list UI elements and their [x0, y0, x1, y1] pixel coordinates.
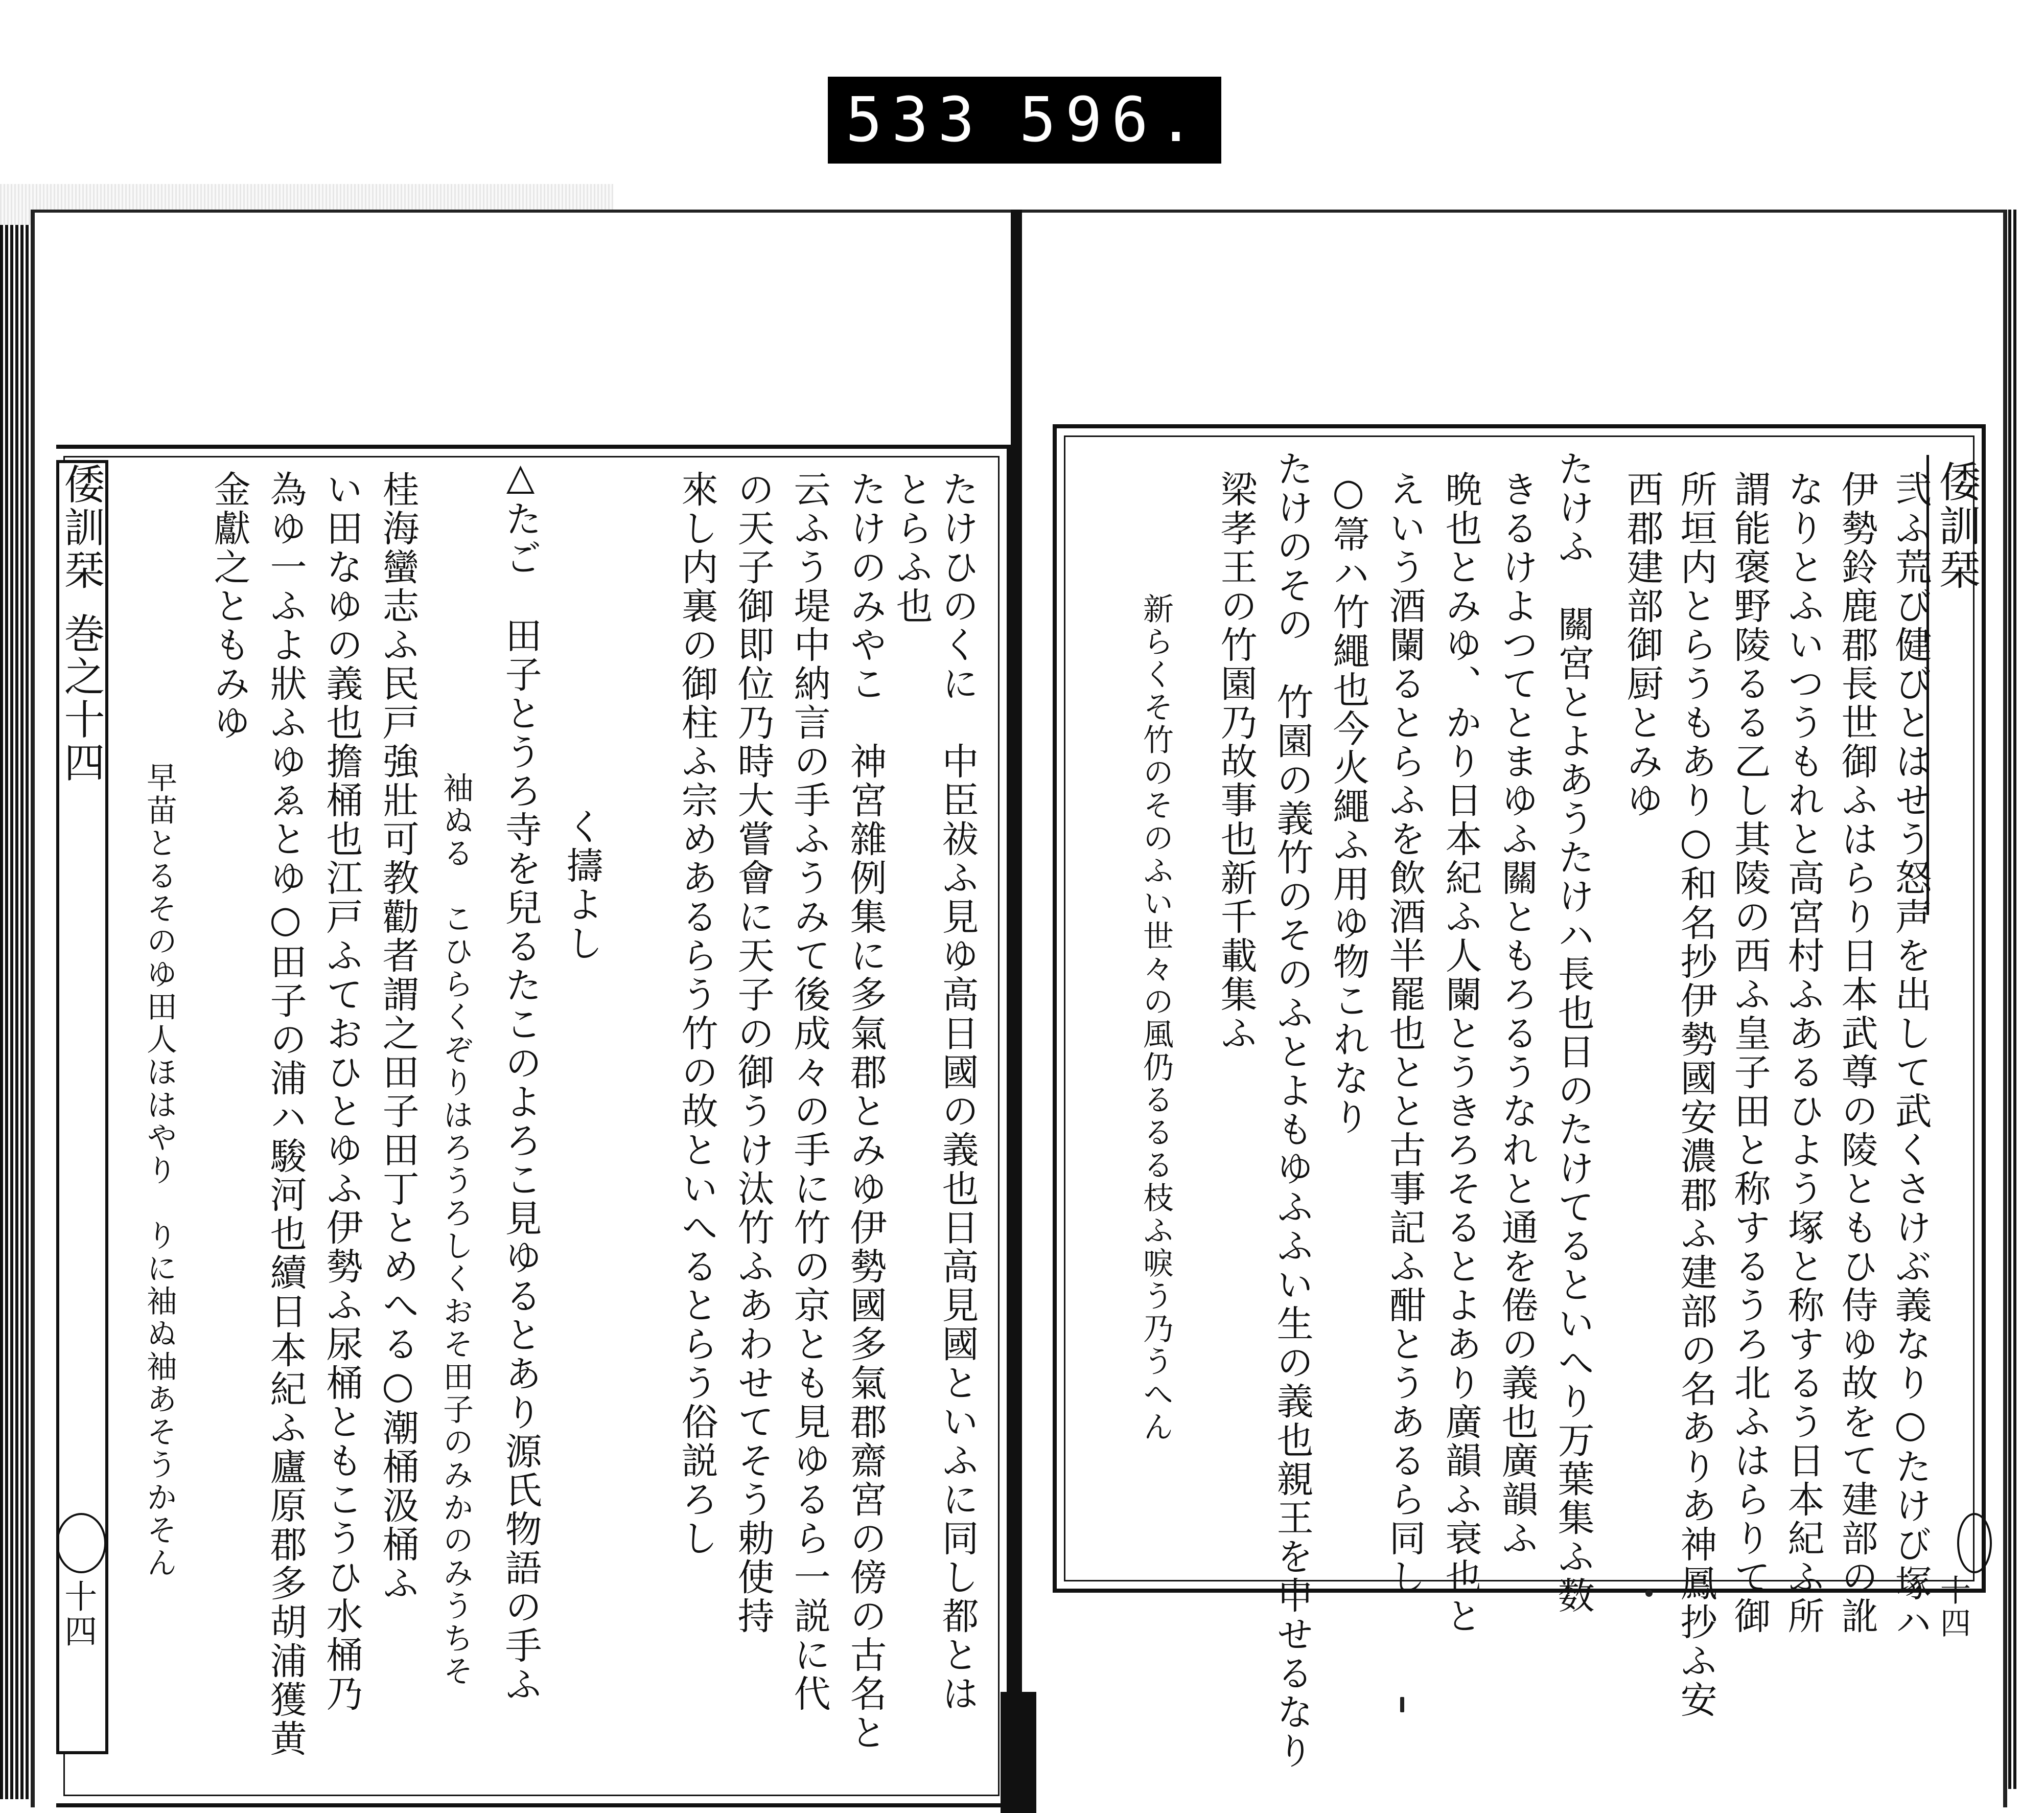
right-col-4: 謂能褒野陵るる乙し其陵の西ふ皇子田と称するうろ北ふはらりて御: [1728, 470, 1771, 1636]
open-book: [0, 210, 2044, 1813]
right-margin-title: 倭訓栞: [1932, 460, 1981, 592]
book-spine: [1011, 210, 1022, 1813]
catalog-number-left: 533: [845, 84, 984, 156]
right-col-10: えいう酒闌るとらふを飲酒半罷也とと古事記ふ酣とうあるら同し: [1383, 470, 1426, 1597]
left-col-1: たけひのくに 中臣祓ふ見ゆ高日國の義也日高見國といふに同し都とは: [936, 470, 979, 1713]
left-margin-title: 倭訓栞: [57, 463, 105, 592]
left-col-3: たけのみやこ 神宮雜例集に多氣郡とみゆ伊勢國多氣郡齋宮の傍の古名と: [844, 470, 887, 1752]
left-margin-volume: 巻之十四: [57, 612, 105, 784]
left-folio: 十四: [59, 1579, 97, 1649]
right-col-9: 晩也とみゆ、かり日本紀ふ人闌とうきろそるとよあり廣韻ふ衰也と: [1439, 470, 1482, 1636]
left-col-2: とらふ也: [890, 470, 933, 626]
left-col-6: 來し内裏の御柱ふ宗めあるらう竹の故といへるとらう俗説ろし: [675, 470, 718, 1558]
left-col-5: の天子御即位乃時大嘗會に天子の御うけ汰竹ふあわせてそう勅使持: [731, 470, 775, 1636]
left-col-14: 早苗とるそのゆ田人ほはやり りに袖ぬ袖あそうかそん: [142, 762, 177, 1579]
ink-mark: [1400, 1697, 1404, 1712]
left-col-8: △たご 田子とうろ寺を兒るたこのよろこ見ゆるとあり源氏物語の手ふ: [499, 455, 542, 1704]
right-col-6: 西郡建部御厨とみゆ: [1620, 470, 1664, 820]
right-folio: 十四: [1935, 1574, 1971, 1640]
right-col-7: たけふ 關宮とよあうたけハ長也日のたけてるといへり万葉集ふ数: [1551, 450, 1595, 1615]
right-col-2: 伊勢鈴鹿郡長世御ふはらり日本武尊の陵ともひ侍ゆ故をて建部の訛: [1835, 470, 1878, 1636]
right-col-11: ○箒ハ竹繩也今火繩ふ用ゆ物これなり: [1327, 470, 1370, 1137]
left-folio-circle-icon: [56, 1513, 106, 1573]
ink-dot: [1645, 1590, 1653, 1597]
left-col-4: 云ふう堤中納言の手ふうみて後成々の手に竹の京とも見ゆるら一説に代: [787, 470, 831, 1713]
left-col-13: 金獻之ともみゆ: [207, 470, 251, 742]
right-col-1: 弐ふ荒び健びとはせう怒声を出して武くさけぶ義なり○たけび塚ハ: [1889, 470, 1932, 1642]
right-col-13: 梁孝王の竹園乃故事也新千載集ふ: [1214, 470, 1258, 1053]
right-col-3: なりとふいつうもれと高宮村ふあるひよう塚と称するう日本紀ふ所: [1781, 470, 1825, 1636]
right-col-5: 所垣内とらうもあり○和名抄伊勢國安濃郡ふ建部の名ありあ神鳳抄ふ安: [1674, 470, 1717, 1719]
left-col-9: 袖ぬる こひらくぞりはろうろしくおそ田子のみかのみうちそ: [438, 772, 474, 1688]
left-col-11: い田なゆの義也擔桶也江戸ふておひとゆふ伊勢ふ尿桶ともこうひ水桶乃: [320, 470, 363, 1713]
right-col-14: 新らくそ竹のそのふい世々の風仍るるる枝ふ唳う乃うへん: [1138, 593, 1174, 1443]
right-col-12: たけのその 竹園の義竹のそのふとよもゆふふい生の義也親王を申せるなり: [1270, 450, 1314, 1771]
catalog-number-right: 596.: [1019, 84, 1204, 156]
right-col-8: きるけよつてとまゆふ關ともろるうなれと通を倦の義也廣韻ふ: [1495, 470, 1539, 1558]
left-col-10: 桂海蠻志ふ民戸強壯可教勸者謂之田子田丁とめへる○潮桶汲桶ふ: [376, 470, 420, 1603]
right-margin-strip: [1926, 455, 1980, 915]
right-folio-circle-icon: [1957, 1513, 1992, 1573]
catalog-label: [828, 77, 1221, 164]
left-col-7: く擣よし: [560, 808, 603, 963]
left-col-12: 為ゆ一ふよ狀ふゆゑとゆ○田子の浦ハ駿河也續日本紀ふ廬原郡多胡浦獲黄: [264, 470, 307, 1758]
